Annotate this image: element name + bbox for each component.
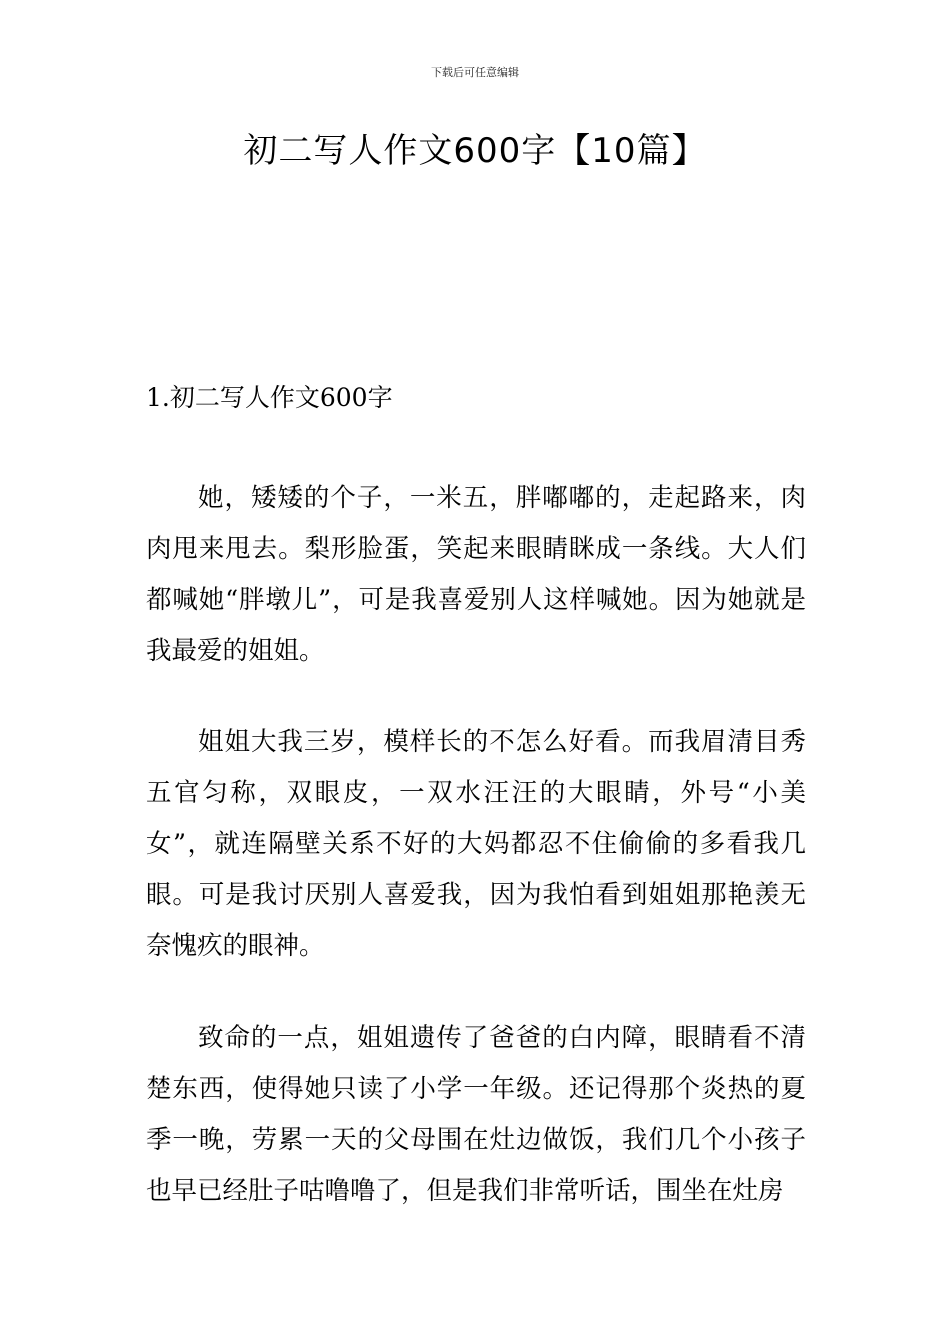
body-paragraph: 姐姐大我三岁，模样长的不怎么好看。而我眉清目秀五官匀称，双眼皮，一双水汪汪的大眼睛，外号“小美女”，就连隔壁关系不好的大妈都忍不住偷偷的多看我几眼。可是我讨厌别人喜爱我，因为我怕看到姐姐那艳羡无奈愧疚的眼神。 xyxy=(146,727,806,961)
body-paragraph: 她，矮矮的个子，一米五，胖嘟嘟的，走起路来，肉肉甩来甩去。梨形脸蛋，笑起来眼睛眯成一条线。大人们都喊她“胖墩儿”，可是我喜爱别人这样喊她。因为她就是我最爱的姐姐。 xyxy=(146,483,806,666)
document-title: 初二写人作文600字【10篇】 xyxy=(243,131,707,171)
body-paragraph: 致命的一点，姐姐遗传了爸爸的白内障，眼睛看不清楚东西，使得她只读了小学一年级。还记得那个炎热的夏季一晚，劳累一天的父母围在灶边做饭，我们几个小孩子也早已经肚子咕噜噜了，但是我们非常听话，围坐在灶房 xyxy=(146,1023,806,1206)
header-note: 下载后可任意编辑 xyxy=(431,66,519,79)
section-heading: 1.初二写人作文600字 xyxy=(146,383,393,412)
